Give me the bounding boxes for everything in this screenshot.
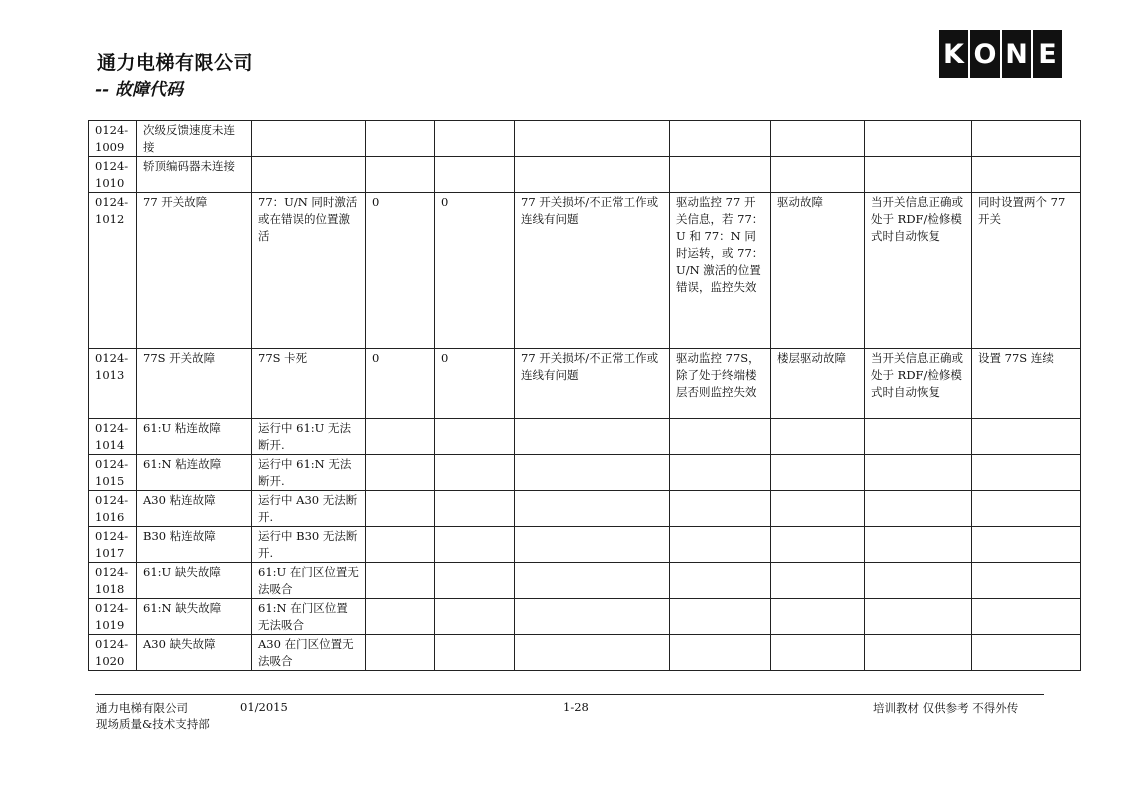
param-b-cell xyxy=(435,157,515,193)
page-subtitle: -- 故障代码 xyxy=(95,80,184,100)
recovery-cell xyxy=(865,419,972,455)
fault-description-cell: 77：U/N 同时激活或在错误的位置激活 xyxy=(252,193,366,349)
possible-cause-cell xyxy=(515,157,670,193)
param-a-cell xyxy=(366,563,435,599)
fault-code-cell: 0124-1014 xyxy=(89,419,137,455)
logo-letter: E xyxy=(1033,30,1062,78)
param-b-cell xyxy=(435,563,515,599)
table-row xyxy=(89,491,1081,527)
table-row xyxy=(89,349,1081,419)
fault-type-cell xyxy=(771,121,865,157)
param-a-cell xyxy=(366,455,435,491)
fault-type-cell xyxy=(771,635,865,671)
param-b-cell xyxy=(435,455,515,491)
table-row xyxy=(89,455,1081,491)
recovery-cell xyxy=(865,491,972,527)
fault-description-cell xyxy=(252,121,366,157)
action-cell xyxy=(972,419,1081,455)
param-a-cell xyxy=(366,419,435,455)
param-b-cell xyxy=(435,527,515,563)
fault-type-cell xyxy=(771,455,865,491)
recovery-cell xyxy=(865,563,972,599)
possible-cause-cell xyxy=(515,599,670,635)
possible-cause-cell xyxy=(515,527,670,563)
param-a-cell: 0 xyxy=(366,349,435,419)
param-a-cell: 0 xyxy=(366,193,435,349)
fault-description-cell: 61:U 在门区位置无法吸合 xyxy=(252,563,366,599)
fault-name-cell: 77S 开关故障 xyxy=(137,349,252,419)
fault-name-cell: 轿顶编码器未连接 xyxy=(137,157,252,193)
action-cell xyxy=(972,121,1081,157)
possible-cause-cell: 77 开关损坏/不正常工作或连线有问题 xyxy=(515,193,670,349)
fault-code-cell: 0124-1018 xyxy=(89,563,137,599)
footer-note: 培训教材 仅供参考 不得外传 xyxy=(873,701,1019,715)
possible-cause-cell xyxy=(515,491,670,527)
fault-name-cell: 61:U 缺失故障 xyxy=(137,563,252,599)
fault-name-cell: 61:N 缺失故障 xyxy=(137,599,252,635)
fault-code-cell: 0124-1015 xyxy=(89,455,137,491)
table-row xyxy=(89,563,1081,599)
logo-letter: K xyxy=(939,30,968,78)
table-row xyxy=(89,157,1081,193)
fault-code-cell: 0124-1020 xyxy=(89,635,137,671)
possible-cause-cell xyxy=(515,455,670,491)
fault-name-cell: B30 粘连故障 xyxy=(137,527,252,563)
possible-cause-cell: 77 开关损坏/不正常工作或连线有问题 xyxy=(515,349,670,419)
fault-description-cell: 77S 卡死 xyxy=(252,349,366,419)
param-b-cell xyxy=(435,121,515,157)
footer-company: 通力电梯有限公司 xyxy=(96,701,188,715)
fault-name-cell: 61:N 粘连故障 xyxy=(137,455,252,491)
fault-name-cell: 77 开关故障 xyxy=(137,193,252,349)
monitoring-cell xyxy=(670,455,771,491)
fault-type-cell: 楼层驱动故障 xyxy=(771,349,865,419)
recovery-cell xyxy=(865,635,972,671)
possible-cause-cell xyxy=(515,563,670,599)
recovery-cell xyxy=(865,157,972,193)
fault-code-table xyxy=(88,120,1081,671)
recovery-cell xyxy=(865,121,972,157)
fault-description-cell: 61:N 在门区位置无法吸合 xyxy=(252,599,366,635)
fault-code-cell: 0124-1010 xyxy=(89,157,137,193)
fault-code-cell: 0124-1019 xyxy=(89,599,137,635)
action-cell xyxy=(972,527,1081,563)
monitoring-cell xyxy=(670,635,771,671)
param-b-cell: 0 xyxy=(435,349,515,419)
footer-department: 现场质量&技术支持部 xyxy=(96,717,210,731)
monitoring-cell xyxy=(670,563,771,599)
table-row xyxy=(89,635,1081,671)
fault-name-cell: 次级反馈速度未连接 xyxy=(137,121,252,157)
table-row xyxy=(89,599,1081,635)
fault-type-cell xyxy=(771,527,865,563)
table-row xyxy=(89,527,1081,563)
fault-type-cell xyxy=(771,157,865,193)
table-row xyxy=(89,193,1081,349)
fault-name-cell: A30 缺失故障 xyxy=(137,635,252,671)
action-cell: 设置 77S 连续 xyxy=(972,349,1081,419)
fault-name-cell: 61:U 粘连故障 xyxy=(137,419,252,455)
table-row xyxy=(89,121,1081,157)
param-b-cell: 0 xyxy=(435,193,515,349)
fault-code-cell: 0124-1013 xyxy=(89,349,137,419)
fault-code-cell: 0124-1016 xyxy=(89,491,137,527)
logo-letter: N xyxy=(1002,30,1031,78)
monitoring-cell xyxy=(670,491,771,527)
monitoring-cell xyxy=(670,599,771,635)
recovery-cell: 当开关信息正确或处于 RDF/检修模式时自动恢复 xyxy=(865,349,972,419)
fault-code-cell: 0124-1012 xyxy=(89,193,137,349)
action-cell xyxy=(972,563,1081,599)
monitoring-cell xyxy=(670,157,771,193)
fault-name-cell: A30 粘连故障 xyxy=(137,491,252,527)
monitoring-cell xyxy=(670,527,771,563)
param-a-cell xyxy=(366,599,435,635)
param-a-cell xyxy=(366,121,435,157)
action-cell: 同时设置两个 77 开关 xyxy=(972,193,1081,349)
possible-cause-cell xyxy=(515,419,670,455)
fault-description-cell: 运行中 B30 无法断开. xyxy=(252,527,366,563)
possible-cause-cell xyxy=(515,121,670,157)
param-b-cell xyxy=(435,599,515,635)
company-title: 通力电梯有限公司 xyxy=(97,52,254,74)
footer-divider xyxy=(95,694,1044,695)
fault-type-cell xyxy=(771,599,865,635)
recovery-cell xyxy=(865,455,972,491)
footer-page-number: 1-28 xyxy=(563,700,589,714)
fault-description-cell: 运行中 61:U 无法断开. xyxy=(252,419,366,455)
fault-type-cell: 驱动故障 xyxy=(771,193,865,349)
kone-logo xyxy=(939,30,1062,78)
fault-code-cell: 0124-1009 xyxy=(89,121,137,157)
fault-description-cell: 运行中 A30 无法断开. xyxy=(252,491,366,527)
action-cell xyxy=(972,491,1081,527)
possible-cause-cell xyxy=(515,635,670,671)
footer-date: 01/2015 xyxy=(240,700,288,714)
recovery-cell xyxy=(865,527,972,563)
param-a-cell xyxy=(366,635,435,671)
fault-description-cell: A30 在门区位置无法吸合 xyxy=(252,635,366,671)
monitoring-cell xyxy=(670,121,771,157)
param-a-cell xyxy=(366,157,435,193)
monitoring-cell xyxy=(670,419,771,455)
fault-description-cell: 运行中 61:N 无法断开. xyxy=(252,455,366,491)
recovery-cell: 当开关信息正确或处于 RDF/检修模式时自动恢复 xyxy=(865,193,972,349)
param-a-cell xyxy=(366,527,435,563)
fault-code-cell: 0124-1017 xyxy=(89,527,137,563)
param-a-cell xyxy=(366,491,435,527)
action-cell xyxy=(972,599,1081,635)
monitoring-cell: 驱动监控 77S，除了处于终端楼层否则监控失效 xyxy=(670,349,771,419)
param-b-cell xyxy=(435,419,515,455)
param-b-cell xyxy=(435,635,515,671)
param-b-cell xyxy=(435,491,515,527)
table-row xyxy=(89,419,1081,455)
fault-type-cell xyxy=(771,563,865,599)
action-cell xyxy=(972,455,1081,491)
action-cell xyxy=(972,157,1081,193)
fault-description-cell xyxy=(252,157,366,193)
fault-type-cell xyxy=(771,419,865,455)
recovery-cell xyxy=(865,599,972,635)
logo-letter: O xyxy=(970,30,1000,78)
fault-type-cell xyxy=(771,491,865,527)
monitoring-cell: 驱动监控 77 开关信息，若 77：U 和 77：N 同时运转，或 77：U/N 激活的位置错误，监控失效 xyxy=(670,193,771,349)
action-cell xyxy=(972,635,1081,671)
table-body xyxy=(89,121,1081,671)
